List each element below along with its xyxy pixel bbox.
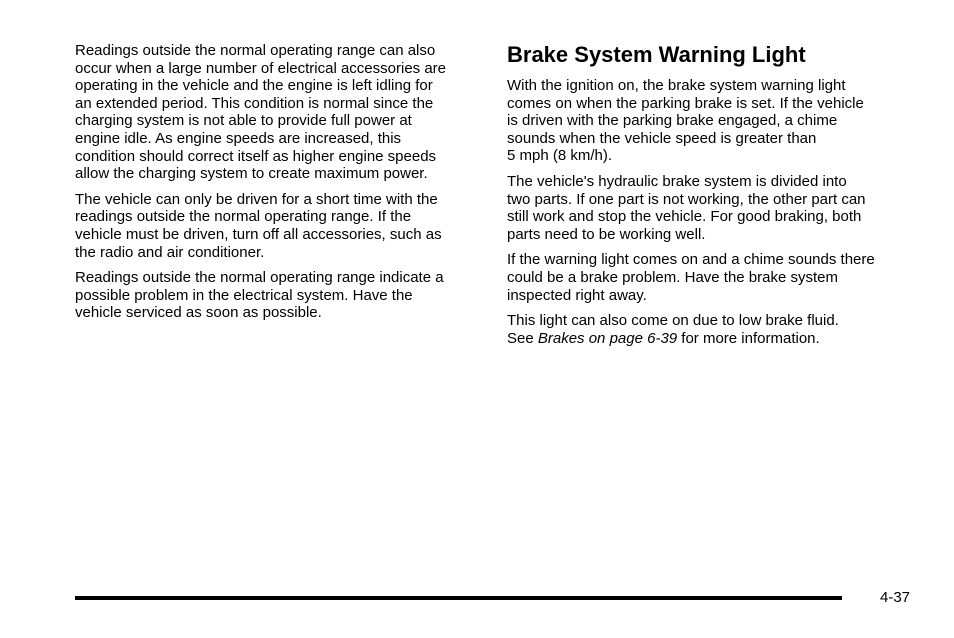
text-line: readings outside the normal operating range. If the bbox=[75, 208, 412, 226]
page-number: 4-37 bbox=[880, 589, 911, 606]
left-column bbox=[75, 42, 485, 330]
text-line: Readings outside the normal operating range indicate a bbox=[75, 269, 444, 287]
text-line: The vehicle's hydraulic brake system is divided into bbox=[507, 172, 847, 190]
text-line: The vehicle can only be driven for a short time with the bbox=[75, 190, 438, 208]
text-line: charging system is not able to provide full power at bbox=[75, 112, 412, 130]
section-heading: Brake System Warning Light bbox=[507, 42, 806, 67]
reference-prefix: See bbox=[507, 329, 538, 347]
text-line: sounds when the vehicle speed is greater than bbox=[507, 129, 817, 147]
text-line: still work and stop the vehicle. For good braking, both bbox=[507, 208, 862, 226]
text-line: parts need to be working well. bbox=[507, 225, 706, 243]
text-line: occur when a large number of electrical accessories are bbox=[75, 59, 447, 77]
text-line: This light can also come on due to low brake fluid. bbox=[507, 312, 839, 330]
paragraph-brake-light-4 bbox=[507, 312, 917, 347]
paragraph-brake-light-2 bbox=[507, 173, 917, 243]
right-column bbox=[507, 42, 917, 355]
text-line: two parts. If one part is not working, the other part can bbox=[507, 190, 866, 208]
paragraph-brake-light-3 bbox=[507, 251, 917, 304]
text-line: operating in the vehicle and the engine is left idling for bbox=[75, 77, 433, 95]
cross-reference-link[interactable]: Brakes on page 6-39 bbox=[537, 329, 678, 347]
text-line-with-reference bbox=[507, 330, 917, 348]
text-line: Readings outside the normal operating range can also bbox=[75, 42, 436, 59]
reference-suffix: for more information. bbox=[677, 329, 820, 347]
text-line: is driven with the parking brake engaged, a chime bbox=[507, 112, 838, 130]
text-line: condition should correct itself as higher engine speeds bbox=[75, 147, 437, 165]
text-line: vehicle must be driven, turn off all accessories, such as bbox=[75, 225, 442, 243]
text-line: allow the charging system to create maximum power. bbox=[75, 165, 428, 183]
text-line: 5 mph (8 km/h). bbox=[507, 147, 613, 165]
paragraph-alternator-readings-2 bbox=[75, 191, 485, 261]
paragraph-alternator-readings-1 bbox=[75, 42, 485, 183]
text-line: the radio and air conditioner. bbox=[75, 243, 265, 261]
text-line: comes on when the parking brake is set. If the vehicle bbox=[507, 94, 864, 112]
text-line: With the ignition on, the brake system warning light bbox=[507, 77, 846, 94]
text-line: an extended period. This condition is normal since the bbox=[75, 94, 434, 112]
text-line: engine idle. As engine speeds are increased, this bbox=[75, 129, 402, 147]
text-line: could be a brake problem. Have the brake system bbox=[507, 268, 839, 286]
text-line: possible problem in the electrical system. Have the bbox=[75, 286, 413, 304]
text-line: If the warning light comes on and a chime sounds there bbox=[507, 251, 875, 269]
footer-rule bbox=[75, 596, 842, 600]
text-line: inspected right away. bbox=[507, 286, 647, 304]
paragraph-alternator-readings-3 bbox=[75, 269, 485, 322]
paragraph-brake-light-1 bbox=[507, 77, 917, 165]
text-line: vehicle serviced as soon as possible. bbox=[75, 304, 322, 322]
